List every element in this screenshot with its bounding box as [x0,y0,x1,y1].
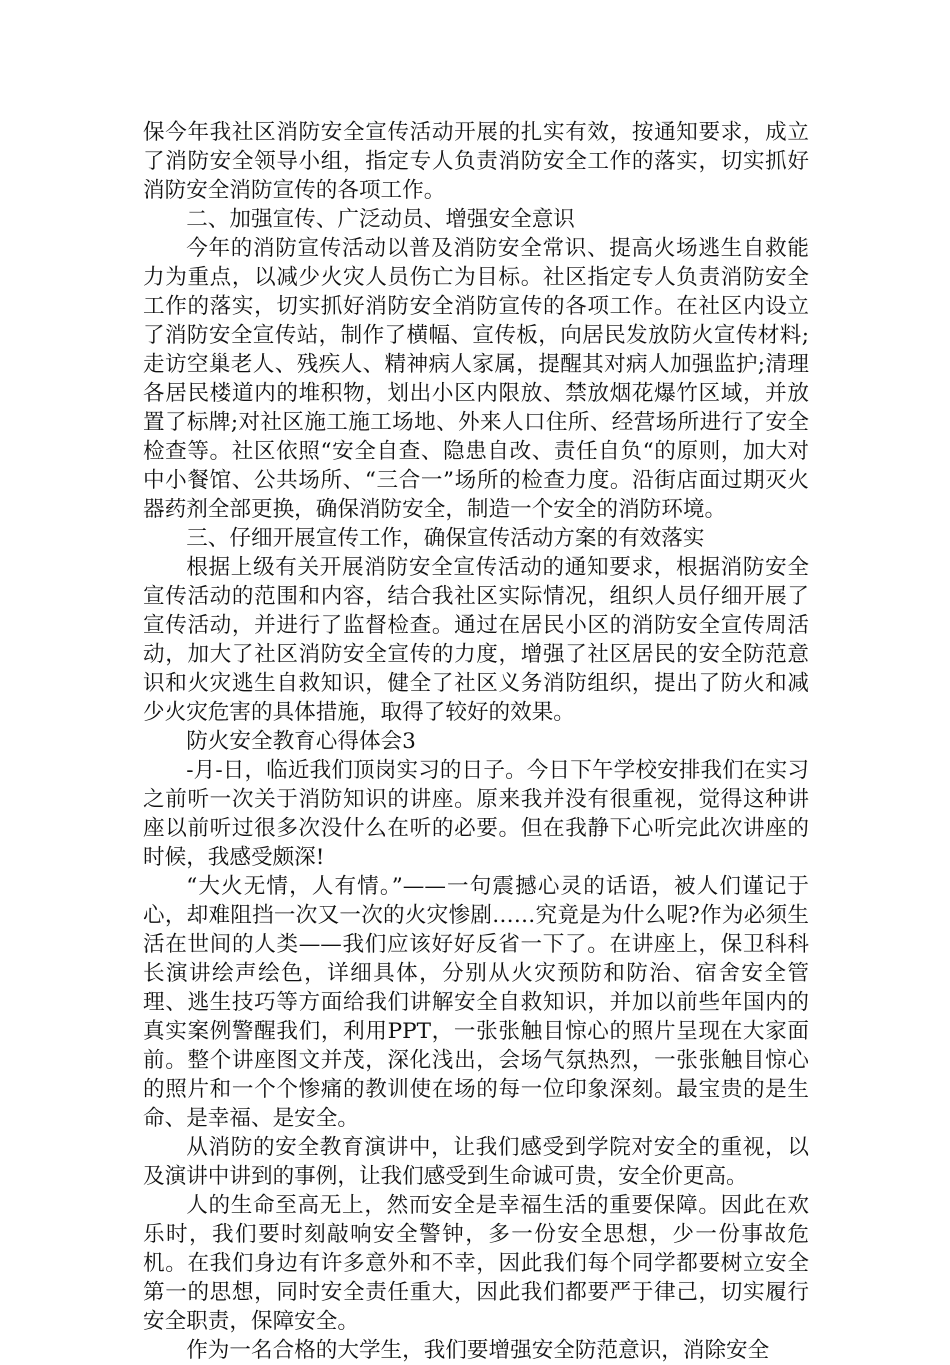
paragraph-5: 根据上级有关开展消防安全宣传活动的通知要求，根据消防安全宣传活动的范围和内容，结合我社区实际情况，组织人员仔细开展了宣传活动，并进行了监督检查。通过在居民小区的消防安全宣传周活动，加大了社区消防安全宣传的力度，增强了社区居民的安全防范意识和火灾逃生自救知识，健全了社区义务消防组织，提出了防火和减少火灾危害的具体措施，取得了较好的效果。 [143,555,809,725]
essay-title: 防火安全教育心得体会3 [186,729,416,754]
paragraph-3: 今年的消防宣传活动以普及消防安全常识、提高火场逃生自救能力为重点，以减少火灾人员伤亡为目标。社区指定专人负责消防安全工作的落实，切实抓好消防安全消防宣传的各项工作。在社区内设立了消防安全宣传站，制作了横幅、宣传板，向居民发放防火宣传材料;走访空巢老人、残疾人、精神病人家属，提醒其对病人加强监护;清理各居民楼道内的堆积物，划出小区内限放、禁放烟花爆竹区域，并放置了标牌;对社区施工施工场地、外来人口住所、经营场所进行了安全检查等。社区依照“安全自查、隐患自改、责任自负“的原则，加大对中小餐馆、公共场所、“三合一”场所的检查力度。沿街店面过期灭火器药剂全部更换，确保消防安全，制造一个安全的消防环境。 [143,236,809,522]
paragraph-10: 人的生命至高无上，然而安全是幸福生活的重要保障。因此在欢乐时，我们要时刻敲响安全警钟，多一份安全思想，少一份事故危机。在我们身边有许多意外和不幸，因此我们每个同学都要树立安全第一的思想，同时安全责任重大，因此我们都要严于律己，切实履行安全职责，保障安全。 [143,1193,809,1334]
paragraph-1: 保今年我社区消防安全宣传活动开展的扎实有效，按通知要求，成立了消防安全领导小组，指定专人负责消防安全工作的落实，切实抓好消防安全消防宣传的各项工作。 [143,120,809,203]
paragraph-7: -月-日，临近我们顶岗实习的日子。今日下午学校安排我们在实习之前听一次关于消防知识的讲座。原来我并没有很重视，觉得这种讲座以前听过很多次没什么在听的必要。但在我静下心听完此次讲座的时候，我感受颇深! [143,758,809,870]
document-body [143,118,809,1365]
section-heading-3: 三、仔细开展宣传工作，确保宣传活动方案的有效落实 [186,526,705,551]
paragraph-11: 作为一名合格的大学生，我们要增强安全防范意识，消除安全 [186,1338,770,1363]
paragraph-9: 从消防的安全教育演讲中，让我们感受到学院对安全的重视，以及演讲中讲到的事例，让我们感受到生命诚可贵，安全价更高。 [143,1135,809,1189]
section-heading-2: 二、加强宣传、广泛动员、增强安全意识 [186,207,575,232]
paragraph-8: “大火无情，人有情。”——一句震撼心灵的话语，被人们谨记于心，却难阻挡一次又一次的火灾惨剧……究竟是为什么呢?作为必须生活在世间的人类——我们应该好好反省一下了。在讲座上，保卫科科长演讲绘声绘色，详细具体，分别从火灾预防和防治、宿舍安全管理、逃生技巧等方面给我们讲解安全自救知识，并加以前些年国内的真实案例警醒我们，利用PPT，一张张触目惊心的照片呈现在大家面前。整个讲座图文并茂，深化浅出，会场气氛热烈，一张张触目惊心的照片和一个个惨痛的教训使在场的每一位印象深刻。最宝贵的是生命、是幸福、是安全。 [143,874,809,1131]
